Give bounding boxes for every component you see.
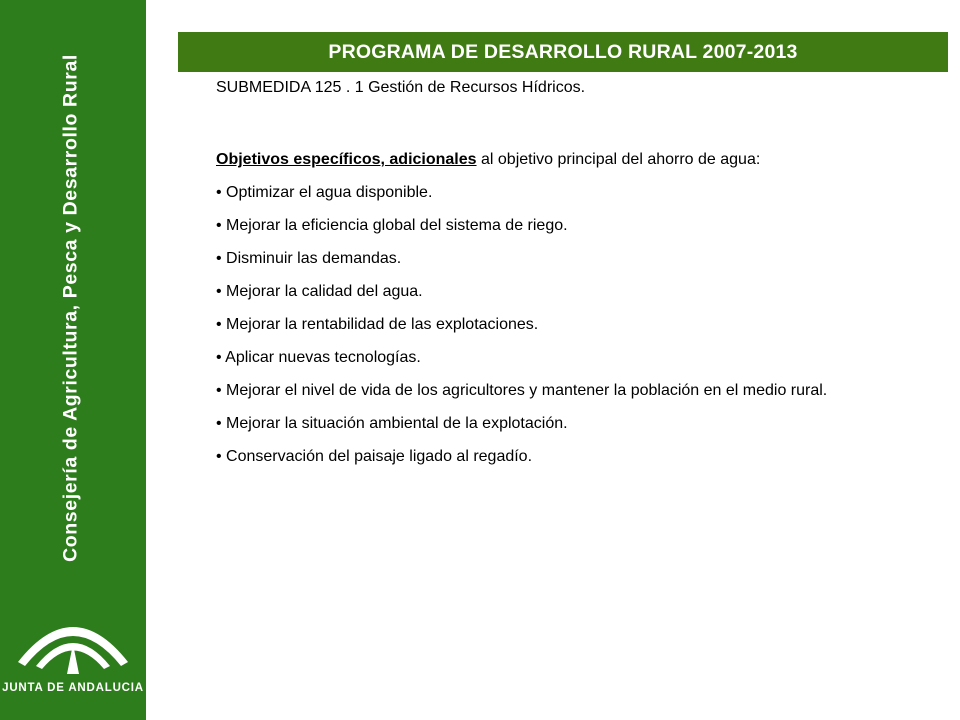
- page-title: PROGRAMA DE DESARROLLO RURAL 2007-2013: [178, 32, 948, 72]
- list-item: • Mejorar el nivel de vida de los agricultores y mantener la población en el medio rural.: [216, 382, 828, 399]
- content-area: [216, 76, 916, 466]
- list-item: • Conservación del paisaje ligado al regadío.: [216, 448, 533, 465]
- list-item: • Mejorar la eficiencia global del sistema de riego.: [216, 217, 568, 234]
- sidebar-vertical-text: Consejería de Agricultura, Pesca y Desarrollo Rural: [59, 54, 82, 562]
- junta-emblem-icon: [8, 600, 138, 680]
- sidebar: [0, 0, 146, 720]
- list-item: • Optimizar el agua disponible.: [216, 184, 433, 201]
- list-item: • Mejorar la rentabilidad de las explotaciones.: [216, 316, 539, 333]
- objectives-list: [216, 183, 916, 466]
- objectives-intro: [216, 150, 916, 169]
- list-item: • Disminuir las demandas.: [216, 250, 402, 267]
- junta-logo: [0, 598, 146, 720]
- list-item: • Aplicar nuevas tecnologías.: [216, 349, 421, 366]
- junta-logo-text: JUNTA DE ANDALUCIA: [2, 682, 144, 694]
- list-item: • Mejorar la situación ambiental de la explotación.: [216, 415, 568, 432]
- objectives-label: Objetivos específicos, adicionales: [216, 151, 477, 168]
- objectives-rest: al objetivo principal del ahorro de agua:: [476, 151, 761, 168]
- sidebar-text-wrap: [50, 12, 92, 604]
- list-item: • Mejorar la calidad del agua.: [216, 283, 423, 300]
- submeasure-subtitle: SUBMEDIDA 125 . 1 Gestión de Recursos Hídricos.: [216, 79, 586, 96]
